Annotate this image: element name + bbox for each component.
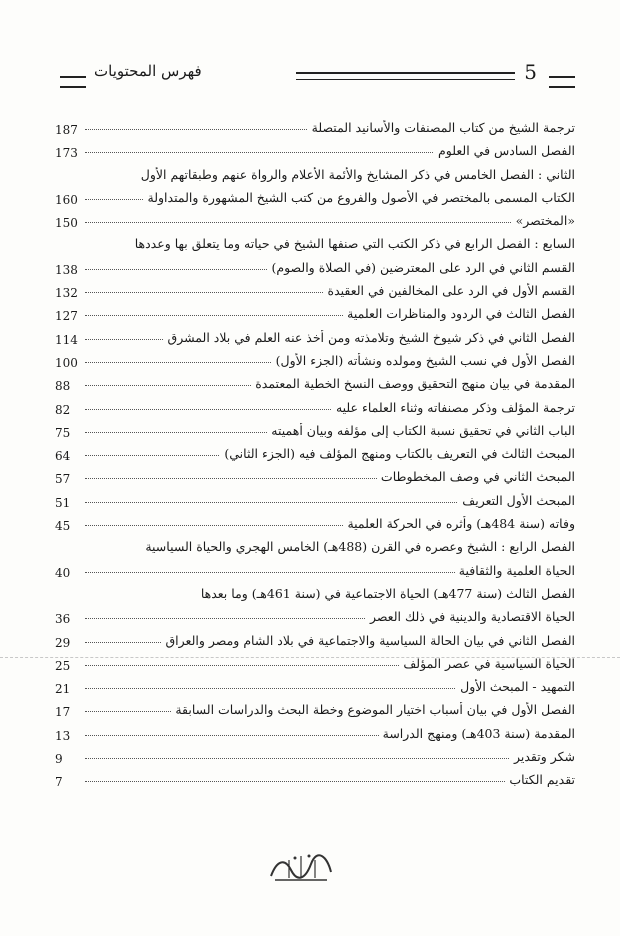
toc-page-number: 138 (55, 262, 78, 277)
toc-page-number: 82 (55, 402, 71, 417)
toc-title: ﺍﻟﻘﺴﻢ ﺍﻷﻭﻝ ﻓﻲ ﺍﻟﺮﺩ ﻋﻠﻰ ﺍﻟﻤﺨﺎﻟﻔﻴﻦ ﻓﻲ ﺍﻟﻌﻘﻴﺪﺓ (324, 283, 575, 298)
toc-page-number: 45 (55, 519, 71, 534)
toc-title: ﺍﻟﻔﺼﻞ ﺍﻟﺜﺎﻧﻲ ﻓﻲ ﺫﻛﺮ ﺷﻴﻮﺥ ﺍﻟﺸﻴﺦ ﻭﺗﻼﻣﺬﺗﻪ ﻭﻣﻦ ﺃﺧﺬ ﻋﻨﻪ ﺍﻟﻌﻠﻢ ﻓﻲ ﺑﻼﺩ ﺍﻟﻤﺸﺮﻕ (164, 330, 575, 345)
header-ornament-left (60, 76, 86, 88)
toc-page-number: 13 (55, 728, 71, 743)
toc-entry (55, 118, 575, 141)
toc-page-number: 40 (55, 565, 71, 580)
toc-title: ﺍﻟﺘﻤﻬﻴﺪ - ﺍﻟﻤﺒﺤﺚ ﺍﻷﻭﻝ (456, 679, 575, 694)
toc-entry (55, 165, 575, 188)
toc-title: ﺍﻟﻤﻘﺪﻣﺔ (ﺳﻨﺔ 403ﻫـ) ﻭﻣﻨﻬﺞ ﺍﻟﺪﺭﺍﺳﺔ (379, 726, 575, 741)
toc-page-number: 9 (55, 752, 63, 767)
toc-title: ﺍﻟﺴﺎﺑﻊ : ﺍﻟﻔﺼﻞ ﺍﻟﺮﺍﺑﻊ ﻓﻲ ﺫﻛﺮ ﺍﻟﻜﺘﺐ ﺍﻟﺘﻲ ﺻﻨﻔﻬﺎ ﺍﻟﺸﻴﺦ ﻓﻲ ﺣﻴﺎﺗﻪ ﻭﻣﺎ ﻳﺘﻌﻠﻖ ﺑﻬﺎ ﻭﻋﺪﺩﻫﺎ (131, 236, 575, 251)
toc-title: ﺍﻟﺜﺎﻧﻲ : ﺍﻟﻔﺼﻞ ﺍﻟﺨﺎﻣﺲ ﻓﻲ ﺫﻛﺮ ﺍﻟﻤﺸﺎﻳﺦ ﻭﺍﻷﺋﻤﺔ ﺍﻷﻋﻼﻡ ﻭﺍﻟﺮﻭﺍﺓ ﻋﻨﻬﻢ ﻭﻃﺒﻘﺎﺗﻬﻢ ﺍﻷﻭﻝ (137, 167, 575, 182)
toc-title: ﺗﺮﺟﻤﺔ ﺍﻟﻤﺆﻟﻒ ﻭﺫﻛﺮ ﻣﺼﻨﻔﺎﺗﻪ ﻭﺛﻨﺎﺀ ﺍﻟﻌﻠﻤﺎﺀ ﻋﻠﻴﻪ (332, 400, 575, 415)
publisher-emblem-icon (265, 850, 337, 886)
toc-title: ﺍﻟﻔﺼﻞ ﺍﻟﺜﺎﻧﻲ ﻓﻲ ﺑﻴﺎﻥ ﺍﻟﺤﺎﻟﺔ ﺍﻟﺴﻴﺎﺳﻴﺔ ﻭﺍﻻﺟﺘﻤﺎﻋﻴﺔ ﻓﻲ ﺑﻼﺩ ﺍﻟﺸﺎﻡ ﻭﻣﺼﺮ ﻭﺍﻟﻌﺮﺍﻕ (161, 633, 575, 648)
toc-entry (55, 351, 575, 374)
toc-page-number: 127 (55, 309, 78, 324)
toc-entry (55, 770, 575, 793)
toc-entry (55, 724, 575, 747)
toc-page-number: 100 (55, 355, 78, 370)
toc-page-number: 51 (55, 495, 71, 510)
toc-title: ﺷﻜﺮ ﻭﺗﻘﺪﻳﺮ (510, 749, 575, 764)
page-fold-line (0, 657, 620, 658)
toc-entry (55, 211, 575, 234)
toc-entry (55, 421, 575, 444)
toc-page-number: 57 (55, 472, 71, 487)
toc-page-number: 132 (55, 286, 78, 301)
toc-title: ﺍﻟﻤﺒﺤﺚ ﺍﻟﺜﺎﻧﻲ ﻓﻲ ﻭﺻﻒ ﺍﻟﻤﺨﻄﻮﻃﺎﺕ (377, 469, 575, 484)
toc-title: ﺍﻟﻜﺘﺎﺏ ﺍﻟﻤﺴﻤﻰ ﺑﺎﻟﻤﺨﺘﺼﺮ ﻓﻲ ﺍﻷﺻﻮﻝ ﻭﺍﻟﻔﺮﻭﻉ ﻣﻦ ﻛﺘﺐ ﺍﻟﺸﻴﺦ ﺍﻟﻤﺸﻬﻮﺭﺓ ﻭﺍﻟﻤﺘﺪﺍﻭﻟﺔ (144, 190, 576, 205)
header-ornament-right (549, 76, 575, 88)
toc-entry (55, 514, 575, 537)
toc-page-number: 75 (55, 425, 71, 440)
toc-title: ﺍﻟﺤﻴﺎﺓ ﺍﻻﻗﺘﺼﺎﺩﻳﺔ ﻭﺍﻟﺪﻳﻨﻴﺔ ﻓﻲ ﺫﻟﻚ ﺍﻟﻌﺼﺮ (366, 609, 575, 624)
toc-entry (55, 607, 575, 630)
toc-page-number: 173 (55, 146, 78, 161)
toc-entry (55, 747, 575, 770)
toc-title: ﺍﻟﻤﺒﺤﺚ ﺍﻷﻭﻝ ﺍﻟﺘﻌﺮﻳﻒ (458, 493, 575, 508)
toc-leader-dots (85, 758, 575, 759)
toc-title: ﺍﻟﻤﺒﺤﺚ ﺍﻟﺜﺎﻟﺚ ﻓﻲ ﺍﻟﺘﻌﺮﻳﻒ ﺑﺎﻟﻜﺘﺎﺏ ﻭﻣﻨﻬﺞ ﺍﻟﻤﺆﻟﻒ ﻓﻴﻪ (ﺍﻟﺠﺰﺀ ﺍﻟﺜﺎﻧﻲ) (220, 446, 575, 461)
toc-entry (55, 491, 575, 514)
toc-entry (55, 188, 575, 211)
toc-entry (55, 700, 575, 723)
toc-page-number: 21 (55, 682, 71, 697)
toc-title: ﺗﺮﺟﻤﺔ ﺍﻟﺸﻴﺦ ﻣﻦ ﻛﺘﺎﺏ ﺍﻟﻤﺼﻨﻔﺎﺕ ﻭﺍﻷﺳﺎﻧﻴﺪ ﺍﻟﻤﺘﺼﻠﺔ (308, 120, 575, 135)
toc-page-number: 29 (55, 635, 71, 650)
toc-entry (55, 281, 575, 304)
toc-entry (55, 631, 575, 654)
toc-title: ﺗﻘﺪﻳﻢ ﺍﻟﻜﺘﺎﺏ (505, 772, 575, 787)
toc-title: ﺍﻟﻔﺼﻞ ﺍﻟﺴﺎﺩﺱ ﻓﻲ ﺍﻟﻌﻠﻮﻡ (434, 143, 575, 158)
toc-entry (55, 584, 575, 607)
toc-title: ﺍﻟﻔﺼﻞ ﺍﻷﻭﻝ ﻓﻲ ﺑﻴﺎﻥ ﺃﺳﺒﺎﺏ ﺍﺧﺘﻴﺎﺭ ﺍﻟﻤﻮﺿﻮﻉ ﻭﺧﻄﺔ ﺍﻟﺒﺤﺚ ﻭﺍﻟﺪﺭﺍﺳﺎﺕ ﺍﻟﺴﺎﺑﻘﺔ (171, 702, 575, 717)
toc-entry (55, 467, 575, 490)
toc-page-number: 64 (55, 449, 71, 464)
toc-entry (55, 374, 575, 397)
toc-entry (55, 537, 575, 560)
toc-entry (55, 398, 575, 421)
toc-entry (55, 561, 575, 584)
toc-title: ﺍﻟﻔﺼﻞ ﺍﻷﻭﻝ ﻓﻲ ﻧﺴﺐ ﺍﻟﺸﻴﺦ ﻭﻣﻮﻟﺪﻩ ﻭﻧﺸﺄﺗﻪ (ﺍﻟﺠﺰﺀ ﺍﻷﻭﻝ) (272, 353, 575, 368)
toc-leader-dots (85, 781, 575, 782)
running-title: ﻓﻬﺮﺱ ﺍﻟﻤﺤﺘﻮﻳﺎﺕ (94, 62, 202, 80)
toc-entry (55, 328, 575, 351)
toc-entry (55, 444, 575, 467)
toc-entry (55, 258, 575, 281)
toc-title: ﺍﻟﻘﺴﻢ ﺍﻟﺜﺎﻧﻲ ﻓﻲ ﺍﻟﺮﺩ ﻋﻠﻰ ﺍﻟﻤﻌﺘﺮﺿﻴﻦ (ﻓﻲ ﺍﻟﺼﻼﺓ ﻭﺍﻟﺼﻮﻡ) (267, 260, 575, 275)
toc-entry (55, 304, 575, 327)
toc-title: ﺍﻟﻔﺼﻞ ﺍﻟﺜﺎﻟﺚ (ﺳﻨﺔ 477ﻫـ) ﺍﻟﺤﻴﺎﺓ ﺍﻻﺟﺘﻤﺎﻋﻴﺔ ﻓﻲ (ﺳﻨﺔ 461ﻫـ) ﻭﻣﺎ ﺑﻌﺪﻫﺎ (197, 586, 575, 601)
header-rule (296, 72, 515, 80)
toc-page-number: 36 (55, 612, 71, 627)
toc-page-number: 17 (55, 705, 71, 720)
running-header (60, 60, 575, 94)
toc-title: ﺍﻟﺤﻴﺎﺓ ﺍﻟﺴﻴﺎﺳﻴﺔ ﻓﻲ ﻋﺼﺮ ﺍﻟﻤﺆﻟﻒ (399, 656, 575, 671)
toc-title: ﻭﻓﺎﺗﻪ (ﺳﻨﺔ 484ﻫـ) ﻭﺃﺛﺮﻩ ﻓﻲ ﺍﻟﺤﺮﻛﺔ ﺍﻟﻌﻠﻤﻴﺔ (343, 516, 575, 531)
toc-entry (55, 234, 575, 257)
toc-title: ﺍﻟﺒﺎﺏ ﺍﻟﺜﺎﻧﻲ ﻓﻲ ﺗﺤﻘﻴﻖ ﻧﺴﺒﺔ ﺍﻟﻜﺘﺎﺏ ﺇﻟﻰ ﻣﺆﻟﻔﻪ ﻭﺑﻴﺎﻥ ﺃﻫﻤﻴﺘﻪ (267, 423, 575, 438)
toc-title: «ﺍﻟﻤﺨﺘﺼﺮ» (512, 213, 575, 228)
toc-title: ﺍﻟﺤﻴﺎﺓ ﺍﻟﻌﻠﻤﻴﺔ ﻭﺍﻟﺜﻘﺎﻓﻴﺔ (455, 563, 575, 578)
toc-entry (55, 141, 575, 164)
toc-page-number: 25 (55, 658, 71, 673)
toc-title: ﺍﻟﻤﻘﺪﻣﺔ ﻓﻲ ﺑﻴﺎﻥ ﻣﻨﻬﺞ ﺍﻟﺘﺤﻘﻴﻖ ﻭﻭﺻﻒ ﺍﻟﻨﺴﺦ ﺍﻟﺨﻄﻴﺔ ﺍﻟﻤﻌﺘﻤﺪﺓ (251, 376, 575, 391)
toc-title: ﺍﻟﻔﺼﻞ ﺍﻟﺜﺎﻟﺚ ﻓﻲ ﺍﻟﺮﺩﻭﺩ ﻭﺍﻟﻤﻨﺎﻇﺮﺍﺕ ﺍﻟﻌﻠﻤﻴﺔ (343, 306, 575, 321)
toc-title: ﺍﻟﻔﺼﻞ ﺍﻟﺮﺍﺑﻊ : ﺍﻟﺸﻴﺦ ﻭﻋﺼﺮﻩ ﻓﻲ ﺍﻟﻘﺮﻥ (488ﻫـ) ﺍﻟﺨﺎﻣﺲ ﺍﻟﻬﺠﺮﻱ ﻭﺍﻟﺤﻴﺎﺓ ﺍﻟﺴﻴﺎﺳﻴﺔ (141, 539, 575, 554)
toc-entry (55, 677, 575, 700)
table-of-contents (55, 118, 575, 794)
toc-leader-dots (85, 222, 575, 223)
toc-page-number: 7 (55, 775, 63, 790)
toc-page-number: 114 (55, 332, 78, 347)
toc-page-number: 160 (55, 192, 78, 207)
toc-page-number: 187 (55, 123, 78, 137)
toc-page-number: 88 (55, 379, 71, 394)
page-number: 5 (524, 60, 537, 84)
toc-page-number: 150 (55, 216, 78, 231)
